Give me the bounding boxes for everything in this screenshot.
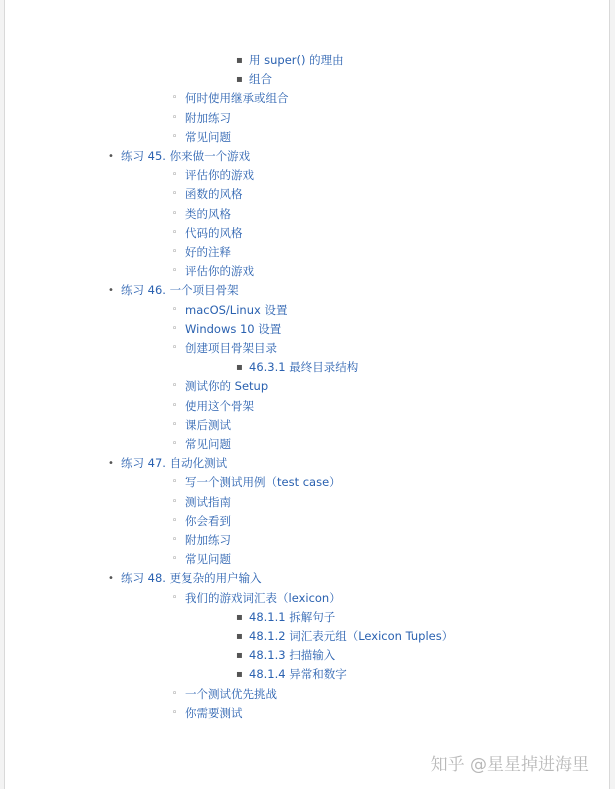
list-bullet-icon: ▪ (236, 55, 243, 66)
list-bullet-icon: ◦ (172, 439, 178, 449)
toc-link[interactable]: 附加练习 (185, 110, 231, 125)
list-bullet-icon: ◦ (172, 535, 178, 545)
toc-link[interactable]: 测试你的 Setup (185, 379, 269, 394)
list-bullet-icon: ◦ (172, 247, 178, 257)
list-bullet-icon: ◦ (172, 381, 178, 392)
list-bullet-icon: ◦ (172, 688, 178, 699)
list-bullet-icon: ◦ (172, 304, 178, 315)
toc-link[interactable]: 练习 45. 你来做一个游戏 (121, 149, 251, 163)
list-bullet-icon: ◦ (172, 554, 178, 565)
toc-link[interactable]: 48.1.1 拆解句子 (249, 609, 336, 624)
list-bullet-icon: ▪ (236, 669, 243, 681)
toc-link[interactable]: 好的注释 (185, 245, 231, 259)
list-bullet-icon: ▪ (236, 631, 243, 642)
toc-link[interactable]: 46.3.1 最终目录结构 (249, 360, 359, 375)
list-bullet-icon: ◦ (172, 189, 178, 200)
toc-link[interactable]: 常见问题 (185, 129, 231, 144)
toc-link[interactable]: 48.1.3 扫描输入 (249, 648, 336, 663)
list-bullet-icon: ◦ (172, 131, 178, 142)
list-bullet-icon: • (108, 458, 114, 470)
toc-link[interactable]: 48.1.4 异常和数字 (249, 667, 347, 682)
list-bullet-icon: • (108, 285, 114, 297)
list-bullet-icon: ◦ (172, 477, 178, 488)
toc-link[interactable]: 你会看到 (185, 513, 231, 528)
list-bullet-icon: ◦ (172, 112, 178, 123)
toc-link[interactable]: 用 super() 的理由 (249, 53, 344, 67)
toc-link[interactable]: 使用这个骨架 (185, 398, 254, 413)
document-page (4, 0, 610, 789)
toc-link[interactable]: 测试指南 (185, 494, 231, 509)
toc-link[interactable]: 你需要测试 (185, 705, 243, 720)
list-bullet-icon: ◦ (172, 343, 178, 353)
toc-link[interactable]: 写一个测试用例（test case） (185, 475, 341, 490)
toc-link[interactable]: 创建项目骨架目录 (185, 341, 277, 355)
list-bullet-icon: ▪ (236, 611, 243, 623)
toc-link[interactable]: 类的风格 (185, 206, 231, 221)
list-bullet-icon: ◦ (172, 170, 178, 181)
list-bullet-icon: ◦ (172, 227, 178, 238)
list-bullet-icon: • (108, 151, 114, 162)
list-bullet-icon: ◦ (172, 515, 178, 526)
toc-link[interactable]: macOS/Linux 设置 (185, 302, 288, 317)
toc-link[interactable]: 评估你的游戏 (185, 264, 254, 279)
toc-link[interactable]: 我们的游戏词汇表（lexicon） (185, 590, 341, 605)
list-bullet-icon: ◦ (172, 93, 178, 104)
toc-link[interactable]: 函数的风格 (185, 187, 243, 202)
list-bullet-icon: ◦ (172, 419, 178, 430)
toc-link[interactable]: 48.1.2 词汇表元组（Lexicon Tuples） (249, 629, 454, 643)
list-bullet-icon: ▪ (236, 74, 243, 86)
toc-link[interactable]: 一个测试优先挑战 (185, 686, 277, 701)
list-bullet-icon: ◦ (172, 592, 178, 603)
toc-link[interactable]: 代码的风格 (185, 225, 243, 240)
list-bullet-icon: ▪ (236, 650, 243, 662)
list-bullet-icon: ◦ (172, 266, 178, 277)
list-bullet-icon: ◦ (172, 707, 178, 718)
list-bullet-icon: ◦ (172, 496, 178, 507)
toc-link[interactable]: 附加练习 (185, 533, 231, 547)
toc-link[interactable]: 练习 46. 一个项目骨架 (121, 283, 239, 298)
toc-link[interactable]: 何时使用继承或组合 (185, 91, 289, 106)
toc-link[interactable]: Windows 10 设置 (185, 321, 282, 336)
toc-link[interactable]: 常见问题 (185, 437, 231, 451)
list-bullet-icon: ◦ (172, 400, 178, 411)
list-bullet-icon: ▪ (236, 362, 243, 374)
toc-link[interactable]: 评估你的游戏 (185, 168, 254, 183)
toc-link[interactable]: 练习 48. 更复杂的用户输入 (121, 571, 262, 586)
toc-link[interactable]: 常见问题 (185, 552, 231, 567)
list-bullet-icon: ◦ (172, 323, 178, 334)
toc-link[interactable]: 课后测试 (185, 417, 231, 432)
zhihu-watermark: 知乎 @星星掉进海里 (430, 755, 589, 775)
toc-link[interactable]: 练习 47. 自动化测试 (121, 456, 228, 471)
list-bullet-icon: ◦ (172, 208, 178, 219)
list-bullet-icon: • (108, 573, 114, 585)
toc-link[interactable]: 组合 (249, 72, 272, 87)
